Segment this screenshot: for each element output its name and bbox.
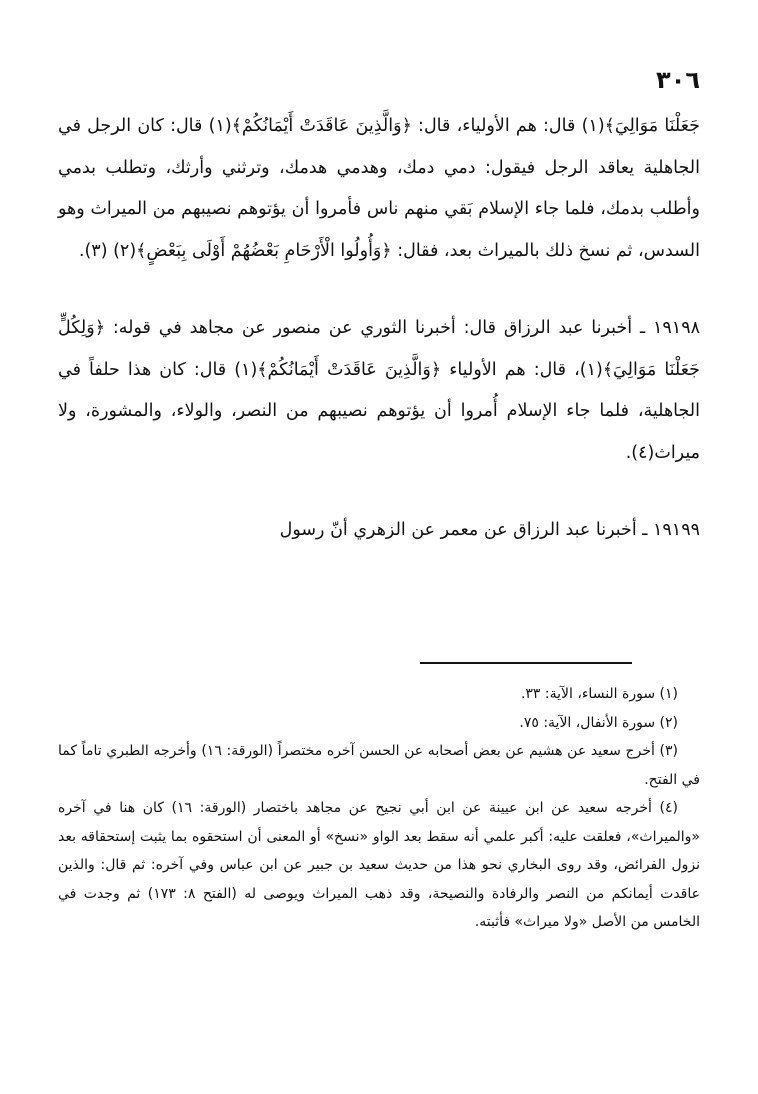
footnote-divider xyxy=(420,662,632,664)
paragraph-hadith-19198: ١٩١٩٨ ـ أخبرنا عبد الرزاق قال: أخبرنا الثوري عن منصور عن مجاهد في قوله: ﴿وَلِكُلٍّ جَعَلْنَا مَوَالِيَ﴾(١)، قال: هم الأولياء ﴿وَالَّذِينَ عَاقَدَتْ أَيْمَانُكُمْ﴾(١) قال: كان هذا حلفاً في الجاهلية، فلما جاء الإسلام أُمروا أن يؤتوهم نصيبهم من النصر، والولاء، والمشورة، ولا ميراث(٤). xyxy=(58,318,700,463)
footnote-2: (٢) سورة الأنفال، الآية: ٧٥. xyxy=(519,714,678,731)
footnote-1: (١) سورة النساء، الآية: ٣٣. xyxy=(520,686,678,702)
paragraph-continuation: جَعَلْنَا مَوَالِيَ﴾(١) قال: هم الأولياء، قال: ﴿وَالَّذِينَ عَاقَدَتْ أَيْمَانُكُمْ﴾(١) قال: كان الرجل في الجاهلية يعاقد الرجل فيقول: دمي دمك، وهدمي هدمك، وترثني وأرثك، وتطلب بدمي وأطلب بدمك، فلما جاء الإسلام بَقي منهم ناس فأمروا أن يؤتوهم نصيبهم من الميراث وهو السدس، ثم نسخ ذلك بالميراث بعد، فقال: ﴿وَأُولُوا الْأَرْحَامِ بَعْضُهُمْ أَوْلَى بِبَعْضٍ﴾(٢) (٣). xyxy=(58,116,700,261)
footnotes xyxy=(58,680,700,937)
main-text xyxy=(58,106,700,552)
footnote-3: (٣) أخرج سعيد عن هشيم عن بعض أصحابه عن الحسن آخره مختصراً (الورقة: ١٦) وأخرجه الطبري تاماً كما في الفتح. xyxy=(58,743,700,788)
paragraph-hadith-19199: ١٩١٩٩ ـ أخبرنا عبد الرزاق عن معمر عن الزهري أنّ رسول xyxy=(279,520,700,540)
footnote-4: (٤) أخرجه سعيد عن ابن عيينة عن ابن أبي نجيح عن مجاهد باختصار (الورقة: ١٦) كان هنا في آخره «والميراث»، فعلقت عليه: أكبر علمي أنه سقط بعد الواو «نسخ» أو المعنى أن استحقوه بما يثبت إستحقاقه بعد نزول الفرائض، وقد روى البخاري نحو هذا من حديث سعيد بن جبير عن ابن عباس وفي آخره: ثم قال: والذين عاقدت أيمانكم من النصر والرفادة والنصيحة، وقد ذهب الميراث ويوصى له (الفتح ٨: ١٧٣) ثم وجدت في الخامس من الأصل «ولا ميراث» فأثبته. xyxy=(58,800,700,930)
page-number: ٣٠٦ xyxy=(656,66,700,94)
